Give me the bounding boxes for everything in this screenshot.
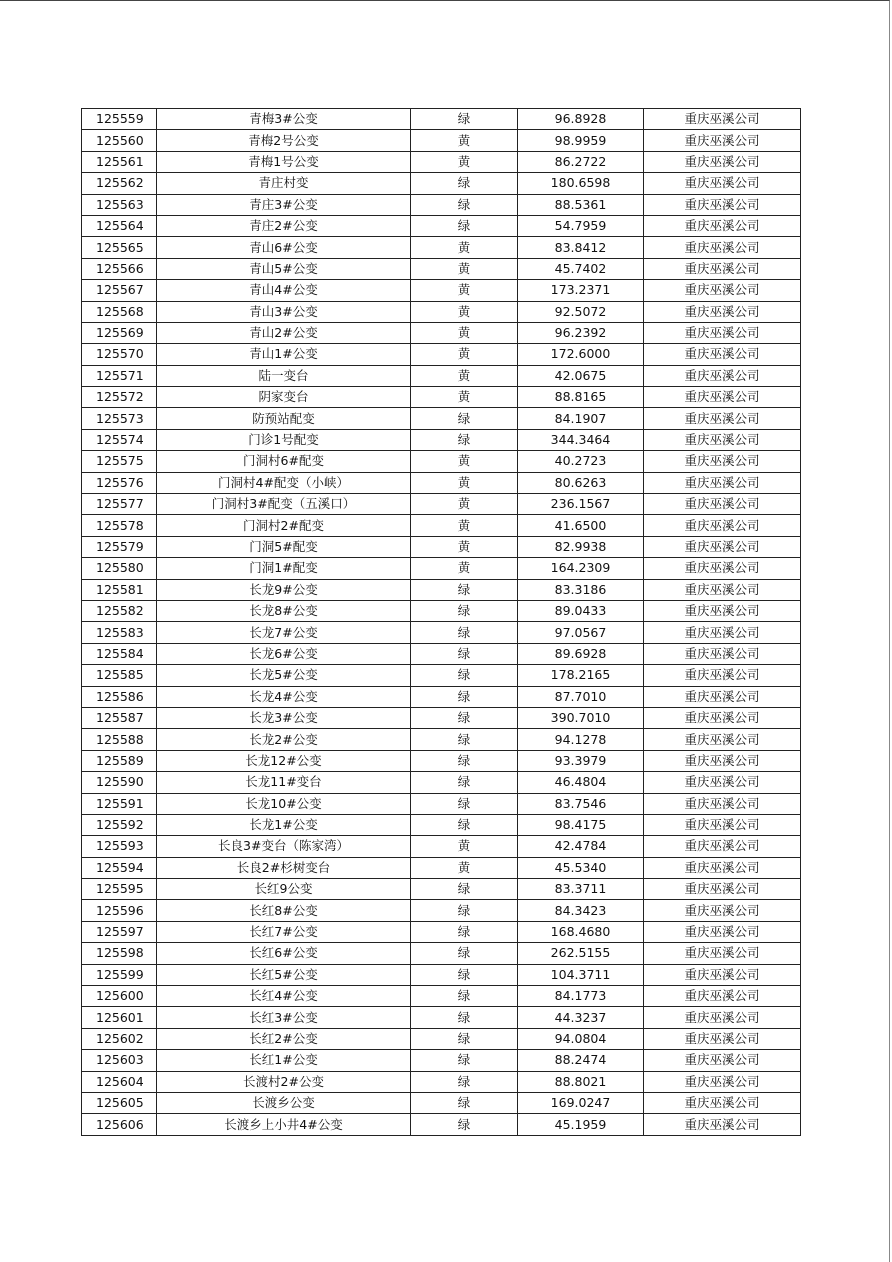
- station-name-cell: 青梅2号公变: [157, 130, 411, 151]
- table-row: [82, 515, 801, 536]
- status-cell: 绿: [411, 194, 518, 215]
- station-name-cell: 长龙3#公变: [157, 707, 411, 728]
- id-cell: 125598: [82, 943, 157, 964]
- table-row: [82, 1050, 801, 1071]
- id-cell: 125567: [82, 280, 157, 301]
- value-cell: 88.5361: [518, 194, 644, 215]
- status-cell: 绿: [411, 579, 518, 600]
- station-name-cell: 青山1#公变: [157, 344, 411, 365]
- company-cell: 重庆巫溪公司: [644, 1092, 801, 1113]
- value-cell: 236.1567: [518, 494, 644, 515]
- status-cell: 绿: [411, 643, 518, 664]
- station-name-cell: 长红7#公变: [157, 921, 411, 942]
- value-cell: 94.1278: [518, 729, 644, 750]
- id-cell: 125564: [82, 215, 157, 236]
- company-cell: 重庆巫溪公司: [644, 515, 801, 536]
- company-cell: 重庆巫溪公司: [644, 173, 801, 194]
- status-cell: 黄: [411, 322, 518, 343]
- status-cell: 绿: [411, 665, 518, 686]
- table-row: [82, 643, 801, 664]
- station-name-cell: 长龙1#公变: [157, 814, 411, 835]
- id-cell: 125575: [82, 451, 157, 472]
- id-cell: 125560: [82, 130, 157, 151]
- station-name-cell: 门洞村4#配变（小峡）: [157, 472, 411, 493]
- status-cell: 绿: [411, 772, 518, 793]
- id-cell: 125561: [82, 151, 157, 172]
- station-name-cell: 长红9公变: [157, 879, 411, 900]
- id-cell: 125570: [82, 344, 157, 365]
- id-cell: 125599: [82, 964, 157, 985]
- id-cell: 125584: [82, 643, 157, 664]
- value-cell: 45.5340: [518, 857, 644, 878]
- company-cell: 重庆巫溪公司: [644, 301, 801, 322]
- table-row: [82, 472, 801, 493]
- station-name-cell: 长龙8#公变: [157, 600, 411, 621]
- table-row: [82, 964, 801, 985]
- value-cell: 84.1773: [518, 986, 644, 1007]
- company-cell: 重庆巫溪公司: [644, 836, 801, 857]
- table-row: [82, 494, 801, 515]
- id-cell: 125566: [82, 258, 157, 279]
- station-name-cell: 长良3#变台（陈家湾）: [157, 836, 411, 857]
- station-name-cell: 长龙4#公变: [157, 686, 411, 707]
- value-cell: 169.0247: [518, 1092, 644, 1113]
- id-cell: 125591: [82, 793, 157, 814]
- table-row: [82, 1114, 801, 1135]
- station-name-cell: 门诊1号配变: [157, 429, 411, 450]
- value-cell: 83.3186: [518, 579, 644, 600]
- status-cell: 绿: [411, 1050, 518, 1071]
- station-name-cell: 青梅1号公变: [157, 151, 411, 172]
- status-cell: 黄: [411, 258, 518, 279]
- id-cell: 125581: [82, 579, 157, 600]
- value-cell: 173.2371: [518, 280, 644, 301]
- station-name-cell: 青山3#公变: [157, 301, 411, 322]
- value-cell: 168.4680: [518, 921, 644, 942]
- status-cell: 绿: [411, 215, 518, 236]
- id-cell: 125588: [82, 729, 157, 750]
- status-cell: 黄: [411, 387, 518, 408]
- id-cell: 125568: [82, 301, 157, 322]
- station-name-cell: 门洞5#配变: [157, 536, 411, 557]
- table-row: [82, 215, 801, 236]
- id-cell: 125578: [82, 515, 157, 536]
- status-cell: 绿: [411, 707, 518, 728]
- station-name-cell: 长龙5#公变: [157, 665, 411, 686]
- id-cell: 125559: [82, 109, 157, 130]
- company-cell: 重庆巫溪公司: [644, 258, 801, 279]
- station-name-cell: 长龙11#变台: [157, 772, 411, 793]
- station-name-cell: 阴家变台: [157, 387, 411, 408]
- station-name-cell: 长龙2#公变: [157, 729, 411, 750]
- id-cell: 125574: [82, 429, 157, 450]
- status-cell: 黄: [411, 365, 518, 386]
- station-name-cell: 长良2#杉树变台: [157, 857, 411, 878]
- table-row: [82, 558, 801, 579]
- company-cell: 重庆巫溪公司: [644, 194, 801, 215]
- id-cell: 125580: [82, 558, 157, 579]
- station-name-cell: 青山6#公变: [157, 237, 411, 258]
- status-cell: 黄: [411, 301, 518, 322]
- company-cell: 重庆巫溪公司: [644, 536, 801, 557]
- company-cell: 重庆巫溪公司: [644, 109, 801, 130]
- status-cell: 绿: [411, 1071, 518, 1092]
- id-cell: 125595: [82, 879, 157, 900]
- value-cell: 40.2723: [518, 451, 644, 472]
- table-row: [82, 365, 801, 386]
- company-cell: 重庆巫溪公司: [644, 643, 801, 664]
- table-row: [82, 1007, 801, 1028]
- station-name-cell: 青庄2#公变: [157, 215, 411, 236]
- table-row: [82, 301, 801, 322]
- company-cell: 重庆巫溪公司: [644, 344, 801, 365]
- status-cell: 绿: [411, 921, 518, 942]
- company-cell: 重庆巫溪公司: [644, 921, 801, 942]
- station-name-cell: 长龙10#公变: [157, 793, 411, 814]
- value-cell: 89.6928: [518, 643, 644, 664]
- id-cell: 125573: [82, 408, 157, 429]
- company-cell: 重庆巫溪公司: [644, 943, 801, 964]
- table-row: [82, 686, 801, 707]
- company-cell: 重庆巫溪公司: [644, 130, 801, 151]
- status-cell: 绿: [411, 793, 518, 814]
- value-cell: 98.4175: [518, 814, 644, 835]
- status-cell: 黄: [411, 130, 518, 151]
- id-cell: 125592: [82, 814, 157, 835]
- value-cell: 54.7959: [518, 215, 644, 236]
- table-row: [82, 665, 801, 686]
- id-cell: 125586: [82, 686, 157, 707]
- table-row: [82, 579, 801, 600]
- company-cell: 重庆巫溪公司: [644, 750, 801, 771]
- table-row: [82, 387, 801, 408]
- table-row: [82, 729, 801, 750]
- id-cell: 125603: [82, 1050, 157, 1071]
- value-cell: 97.0567: [518, 622, 644, 643]
- station-name-cell: 青梅3#公变: [157, 109, 411, 130]
- status-cell: 黄: [411, 515, 518, 536]
- company-cell: 重庆巫溪公司: [644, 1007, 801, 1028]
- table-row: [82, 900, 801, 921]
- table-row: [82, 280, 801, 301]
- value-cell: 88.2474: [518, 1050, 644, 1071]
- company-cell: 重庆巫溪公司: [644, 986, 801, 1007]
- station-name-cell: 长龙6#公变: [157, 643, 411, 664]
- value-cell: 42.4784: [518, 836, 644, 857]
- company-cell: 重庆巫溪公司: [644, 472, 801, 493]
- table-row: [82, 1028, 801, 1049]
- status-cell: 绿: [411, 622, 518, 643]
- company-cell: 重庆巫溪公司: [644, 451, 801, 472]
- company-cell: 重庆巫溪公司: [644, 579, 801, 600]
- status-cell: 绿: [411, 429, 518, 450]
- id-cell: 125600: [82, 986, 157, 1007]
- company-cell: 重庆巫溪公司: [644, 793, 801, 814]
- id-cell: 125565: [82, 237, 157, 258]
- value-cell: 84.1907: [518, 408, 644, 429]
- status-cell: 黄: [411, 280, 518, 301]
- table-row: [82, 536, 801, 557]
- id-cell: 125572: [82, 387, 157, 408]
- table-row: [82, 986, 801, 1007]
- table-row: [82, 622, 801, 643]
- company-cell: 重庆巫溪公司: [644, 772, 801, 793]
- value-cell: 104.3711: [518, 964, 644, 985]
- table-body: [82, 109, 801, 1136]
- table-row: [82, 451, 801, 472]
- status-cell: 黄: [411, 558, 518, 579]
- status-cell: 绿: [411, 943, 518, 964]
- status-cell: 绿: [411, 600, 518, 621]
- status-cell: 黄: [411, 237, 518, 258]
- id-cell: 125589: [82, 750, 157, 771]
- status-cell: 绿: [411, 964, 518, 985]
- status-cell: 黄: [411, 151, 518, 172]
- table-row: [82, 194, 801, 215]
- company-cell: 重庆巫溪公司: [644, 857, 801, 878]
- id-cell: 125594: [82, 857, 157, 878]
- id-cell: 125602: [82, 1028, 157, 1049]
- table-row: [82, 814, 801, 835]
- id-cell: 125579: [82, 536, 157, 557]
- value-cell: 83.8412: [518, 237, 644, 258]
- company-cell: 重庆巫溪公司: [644, 408, 801, 429]
- company-cell: 重庆巫溪公司: [644, 494, 801, 515]
- id-cell: 125605: [82, 1092, 157, 1113]
- company-cell: 重庆巫溪公司: [644, 280, 801, 301]
- station-name-cell: 门洞村3#配变（五溪口）: [157, 494, 411, 515]
- status-cell: 黄: [411, 451, 518, 472]
- company-cell: 重庆巫溪公司: [644, 1028, 801, 1049]
- value-cell: 180.6598: [518, 173, 644, 194]
- status-cell: 绿: [411, 729, 518, 750]
- id-cell: 125583: [82, 622, 157, 643]
- company-cell: 重庆巫溪公司: [644, 1050, 801, 1071]
- station-name-cell: 长龙12#公变: [157, 750, 411, 771]
- station-name-cell: 长渡乡上小井4#公变: [157, 1114, 411, 1135]
- company-cell: 重庆巫溪公司: [644, 622, 801, 643]
- id-cell: 125593: [82, 836, 157, 857]
- company-cell: 重庆巫溪公司: [644, 237, 801, 258]
- table-row: [82, 772, 801, 793]
- station-name-cell: 青庄3#公变: [157, 194, 411, 215]
- table-row: [82, 130, 801, 151]
- company-cell: 重庆巫溪公司: [644, 665, 801, 686]
- status-cell: 绿: [411, 686, 518, 707]
- station-name-cell: 长红3#公变: [157, 1007, 411, 1028]
- company-cell: 重庆巫溪公司: [644, 879, 801, 900]
- value-cell: 96.2392: [518, 322, 644, 343]
- status-cell: 绿: [411, 879, 518, 900]
- table-row: [82, 836, 801, 857]
- transformer-table: [81, 108, 801, 1136]
- company-cell: 重庆巫溪公司: [644, 964, 801, 985]
- company-cell: 重庆巫溪公司: [644, 600, 801, 621]
- value-cell: 82.9938: [518, 536, 644, 557]
- status-cell: 绿: [411, 814, 518, 835]
- value-cell: 94.0804: [518, 1028, 644, 1049]
- table-row: [82, 344, 801, 365]
- company-cell: 重庆巫溪公司: [644, 387, 801, 408]
- company-cell: 重庆巫溪公司: [644, 814, 801, 835]
- station-name-cell: 青山4#公变: [157, 280, 411, 301]
- table-row: [82, 109, 801, 130]
- value-cell: 262.5155: [518, 943, 644, 964]
- company-cell: 重庆巫溪公司: [644, 729, 801, 750]
- company-cell: 重庆巫溪公司: [644, 900, 801, 921]
- id-cell: 125571: [82, 365, 157, 386]
- id-cell: 125597: [82, 921, 157, 942]
- table-row: [82, 793, 801, 814]
- table-row: [82, 408, 801, 429]
- station-name-cell: 长渡村2#公变: [157, 1071, 411, 1092]
- company-cell: 重庆巫溪公司: [644, 429, 801, 450]
- company-cell: 重庆巫溪公司: [644, 365, 801, 386]
- status-cell: 绿: [411, 900, 518, 921]
- id-cell: 125606: [82, 1114, 157, 1135]
- status-cell: 绿: [411, 1007, 518, 1028]
- station-name-cell: 长渡乡公变: [157, 1092, 411, 1113]
- value-cell: 92.5072: [518, 301, 644, 322]
- status-cell: 黄: [411, 494, 518, 515]
- status-cell: 绿: [411, 986, 518, 1007]
- value-cell: 93.3979: [518, 750, 644, 771]
- value-cell: 86.2722: [518, 151, 644, 172]
- station-name-cell: 门洞1#配变: [157, 558, 411, 579]
- id-cell: 125577: [82, 494, 157, 515]
- station-name-cell: 长红8#公变: [157, 900, 411, 921]
- id-cell: 125587: [82, 707, 157, 728]
- station-name-cell: 长红5#公变: [157, 964, 411, 985]
- value-cell: 172.6000: [518, 344, 644, 365]
- id-cell: 125582: [82, 600, 157, 621]
- id-cell: 125590: [82, 772, 157, 793]
- status-cell: 绿: [411, 109, 518, 130]
- station-name-cell: 长红1#公变: [157, 1050, 411, 1071]
- company-cell: 重庆巫溪公司: [644, 215, 801, 236]
- company-cell: 重庆巫溪公司: [644, 322, 801, 343]
- value-cell: 164.2309: [518, 558, 644, 579]
- table-row: [82, 879, 801, 900]
- company-cell: 重庆巫溪公司: [644, 707, 801, 728]
- company-cell: 重庆巫溪公司: [644, 1114, 801, 1135]
- table-row: [82, 921, 801, 942]
- id-cell: 125562: [82, 173, 157, 194]
- value-cell: 87.7010: [518, 686, 644, 707]
- status-cell: 绿: [411, 173, 518, 194]
- value-cell: 88.8165: [518, 387, 644, 408]
- station-name-cell: 门洞村6#配变: [157, 451, 411, 472]
- company-cell: 重庆巫溪公司: [644, 1071, 801, 1092]
- value-cell: 46.4804: [518, 772, 644, 793]
- id-cell: 125563: [82, 194, 157, 215]
- station-name-cell: 长红4#公变: [157, 986, 411, 1007]
- value-cell: 178.2165: [518, 665, 644, 686]
- company-cell: 重庆巫溪公司: [644, 151, 801, 172]
- station-name-cell: 陆一变台: [157, 365, 411, 386]
- table-row: [82, 1092, 801, 1113]
- table-row: [82, 750, 801, 771]
- table-row: [82, 173, 801, 194]
- value-cell: 44.3237: [518, 1007, 644, 1028]
- value-cell: 42.0675: [518, 365, 644, 386]
- table-row: [82, 707, 801, 728]
- table-row: [82, 600, 801, 621]
- status-cell: 绿: [411, 1028, 518, 1049]
- status-cell: 黄: [411, 536, 518, 557]
- status-cell: 绿: [411, 408, 518, 429]
- table-row: [82, 258, 801, 279]
- station-name-cell: 青山5#公变: [157, 258, 411, 279]
- status-cell: 绿: [411, 1092, 518, 1113]
- value-cell: 80.6263: [518, 472, 644, 493]
- value-cell: 344.3464: [518, 429, 644, 450]
- station-name-cell: 长红2#公变: [157, 1028, 411, 1049]
- id-cell: 125569: [82, 322, 157, 343]
- table-row: [82, 237, 801, 258]
- table-row: [82, 1071, 801, 1092]
- status-cell: 黄: [411, 857, 518, 878]
- status-cell: 绿: [411, 750, 518, 771]
- value-cell: 84.3423: [518, 900, 644, 921]
- station-name-cell: 防预站配变: [157, 408, 411, 429]
- table-row: [82, 322, 801, 343]
- station-name-cell: 青山2#公变: [157, 322, 411, 343]
- value-cell: 390.7010: [518, 707, 644, 728]
- table-row: [82, 151, 801, 172]
- status-cell: 黄: [411, 836, 518, 857]
- value-cell: 96.8928: [518, 109, 644, 130]
- value-cell: 88.8021: [518, 1071, 644, 1092]
- value-cell: 83.7546: [518, 793, 644, 814]
- value-cell: 83.3711: [518, 879, 644, 900]
- id-cell: 125604: [82, 1071, 157, 1092]
- value-cell: 45.1959: [518, 1114, 644, 1135]
- status-cell: 绿: [411, 1114, 518, 1135]
- station-name-cell: 长龙7#公变: [157, 622, 411, 643]
- company-cell: 重庆巫溪公司: [644, 686, 801, 707]
- id-cell: 125601: [82, 1007, 157, 1028]
- station-name-cell: 青庄村变: [157, 173, 411, 194]
- table-row: [82, 857, 801, 878]
- table-row: [82, 429, 801, 450]
- value-cell: 89.0433: [518, 600, 644, 621]
- station-name-cell: 长红6#公变: [157, 943, 411, 964]
- value-cell: 98.9959: [518, 130, 644, 151]
- company-cell: 重庆巫溪公司: [644, 558, 801, 579]
- value-cell: 41.6500: [518, 515, 644, 536]
- station-name-cell: 门洞村2#配变: [157, 515, 411, 536]
- value-cell: 45.7402: [518, 258, 644, 279]
- id-cell: 125585: [82, 665, 157, 686]
- table-row: [82, 943, 801, 964]
- status-cell: 黄: [411, 344, 518, 365]
- station-name-cell: 长龙9#公变: [157, 579, 411, 600]
- id-cell: 125596: [82, 900, 157, 921]
- status-cell: 黄: [411, 472, 518, 493]
- id-cell: 125576: [82, 472, 157, 493]
